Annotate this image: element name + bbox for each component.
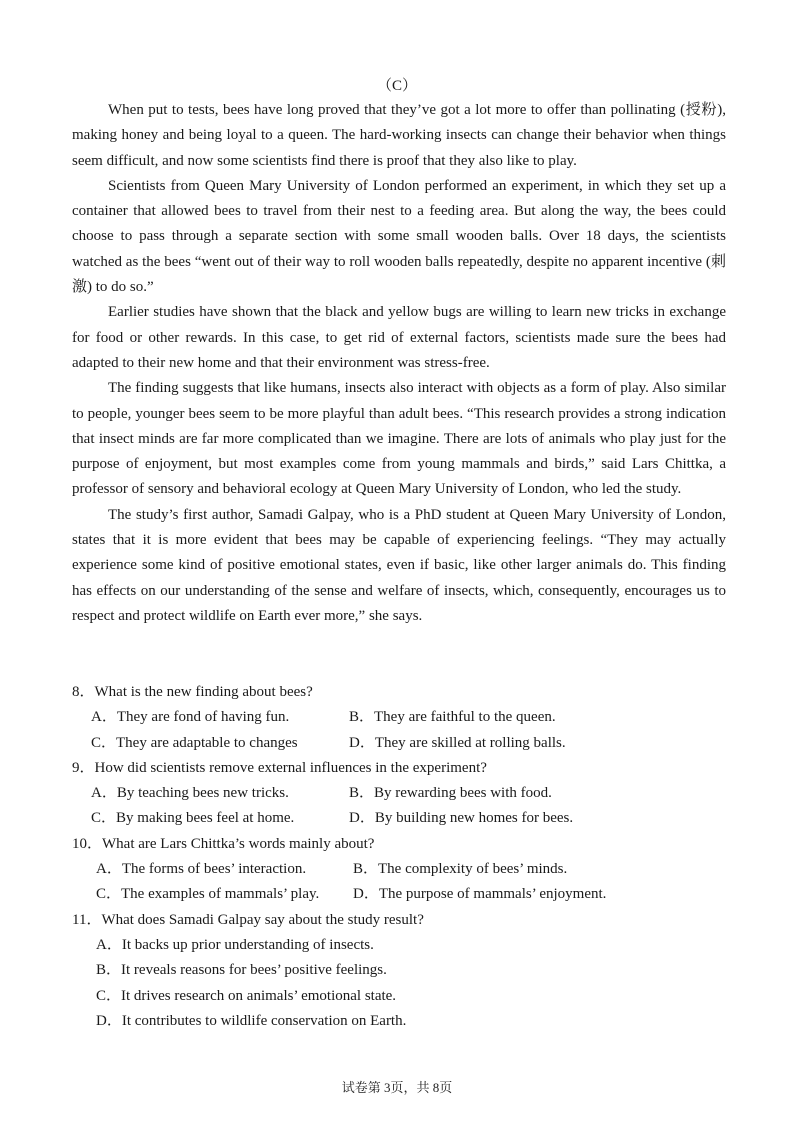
question-8 — [72, 680, 726, 756]
option-text: They are adaptable to changes — [116, 734, 298, 751]
option-text: The forms of bees’ interaction. — [121, 861, 307, 878]
section-label: （C） — [376, 78, 417, 94]
question-stem — [72, 680, 726, 705]
option-text: By building new homes for bees. — [374, 810, 574, 827]
reading-passage — [72, 98, 726, 629]
option-text: It backs up prior understanding of insects. — [121, 936, 374, 953]
option-text: They are faithful to the queen. — [374, 709, 556, 726]
question-stem — [72, 832, 726, 857]
question-text: What is the new finding about bees? — [94, 684, 313, 700]
option-c[interactable] — [91, 731, 349, 756]
question-number: 9． — [72, 759, 95, 776]
option-a[interactable] — [91, 781, 349, 806]
option-letter: A． — [96, 861, 122, 878]
option-letter: C． — [96, 987, 122, 1004]
question-number: 8． — [72, 684, 95, 700]
question-text: What does Samadi Galpay say about the study result? — [101, 911, 424, 928]
question-10 — [72, 832, 726, 908]
question-11 — [72, 908, 726, 1034]
option-c[interactable] — [91, 806, 349, 831]
passage-paragraph: Earlier studies have shown that the black and yellow bugs are willing to learn new tricks in exchange for food or other rewards. In this case, to get rid of external factors, scientists made sure the bees had adapted to their new home and that their environment was stress-free. — [72, 304, 726, 371]
option-group — [72, 705, 726, 756]
option-text: It drives research on animals’ emotional state. — [121, 987, 397, 1004]
option-group — [72, 857, 726, 908]
option-b[interactable] — [96, 958, 726, 983]
question-number: 11． — [72, 911, 102, 928]
page-footer: 试卷第 3页，共 8页 — [341, 1080, 453, 1095]
option-a[interactable] — [96, 857, 353, 882]
option-b[interactable] — [353, 857, 726, 882]
question-text: What are Lars Chittka’s words mainly about? — [102, 835, 375, 852]
option-c[interactable] — [96, 882, 353, 907]
option-a[interactable] — [96, 933, 726, 958]
question-list — [72, 680, 726, 1034]
option-letter: B． — [349, 709, 375, 726]
option-letter: D． — [353, 886, 379, 903]
passage-paragraph: The finding suggests that like humans, insects also interact with objects as a form of play. Also similar to people, younger bees seem to be more playful than adult bees. “This research provides a strong indication that insect minds are far more complicated than we imagine. There are lots of animals who play just for the purpose of enjoyment, but most examples come from young mammals and birds,” said Lars Chittka, a professor of sensory and behavioral ecology at Queen Mary University of London, who led the study. — [72, 380, 726, 498]
option-letter: D． — [349, 810, 375, 827]
option-text: They are skilled at rolling balls. — [374, 734, 566, 751]
option-c[interactable] — [96, 984, 726, 1009]
option-b[interactable] — [349, 781, 726, 806]
option-letter: D． — [349, 734, 375, 751]
question-number: 10． — [72, 835, 103, 852]
passage-paragraph: The study’s first author, Samadi Galpay, who is a PhD student at Queen Mary University of London, states that it is more evident that bees may be capable of experiencing feelings. “They may actually experience some kind of positive emotional states, even if basic, like other larger animals do. This finding has effects on our understanding of the sense and welfare of insects, which, consequently, encourages us to respect and protect wildlife on Earth ever more,” she says. — [72, 506, 726, 624]
question-text: How did scientists remove external influences in the experiment? — [94, 759, 487, 776]
option-text: By rewarding bees with food. — [374, 785, 552, 802]
option-group — [72, 933, 726, 1034]
passage-paragraph: Scientists from Queen Mary University of London performed an experiment, in which they set up a container that allowed bees to travel from their nest to a feeding area. But along the way, the bees could choose to pass through a separate section with some small wooden balls. Over 18 days, the scientists watched as the bees “went out of their way to roll wooden balls repeatedly, despite no apparent incentive (刺激) to do so.” — [72, 177, 726, 296]
question-9 — [72, 756, 726, 832]
option-d[interactable] — [96, 1009, 726, 1034]
option-text: It contributes to wildlife conservation on Earth. — [121, 1012, 407, 1029]
question-stem — [72, 908, 726, 933]
option-letter: A． — [91, 785, 117, 802]
option-letter: B． — [353, 861, 379, 878]
option-b[interactable] — [349, 705, 726, 730]
question-stem — [72, 756, 726, 781]
option-d[interactable] — [349, 731, 726, 756]
option-letter: A． — [96, 936, 122, 953]
option-letter: C． — [96, 886, 122, 903]
option-letter: B． — [349, 785, 375, 802]
option-text: They are fond of having fun. — [116, 709, 290, 726]
option-text: By teaching bees new tricks. — [116, 785, 289, 802]
option-text: It reveals reasons for bees’ positive feelings. — [121, 962, 387, 979]
option-letter: A． — [91, 709, 117, 726]
option-letter: C． — [91, 810, 117, 827]
option-letter: C． — [91, 734, 117, 751]
option-group — [72, 781, 726, 832]
passage-paragraph: When put to tests, bees have long proved that they’ve got a lot more to offer than pollinating (授粉), making honey and being loyal to a queen. The hard-working insects can change their behavior when things seem difficult, and now some scientists find there is proof that they also like to play. — [72, 102, 726, 169]
option-d[interactable] — [353, 882, 726, 907]
option-text: By making bees feel at home. — [116, 810, 295, 827]
option-a[interactable] — [91, 705, 349, 730]
option-text: The purpose of mammals’ enjoyment. — [378, 886, 607, 903]
option-text: The complexity of bees’ minds. — [378, 861, 568, 878]
option-text: The examples of mammals’ play. — [121, 886, 320, 903]
option-letter: D． — [96, 1012, 122, 1029]
option-d[interactable] — [349, 806, 726, 831]
option-letter: B． — [96, 962, 122, 979]
